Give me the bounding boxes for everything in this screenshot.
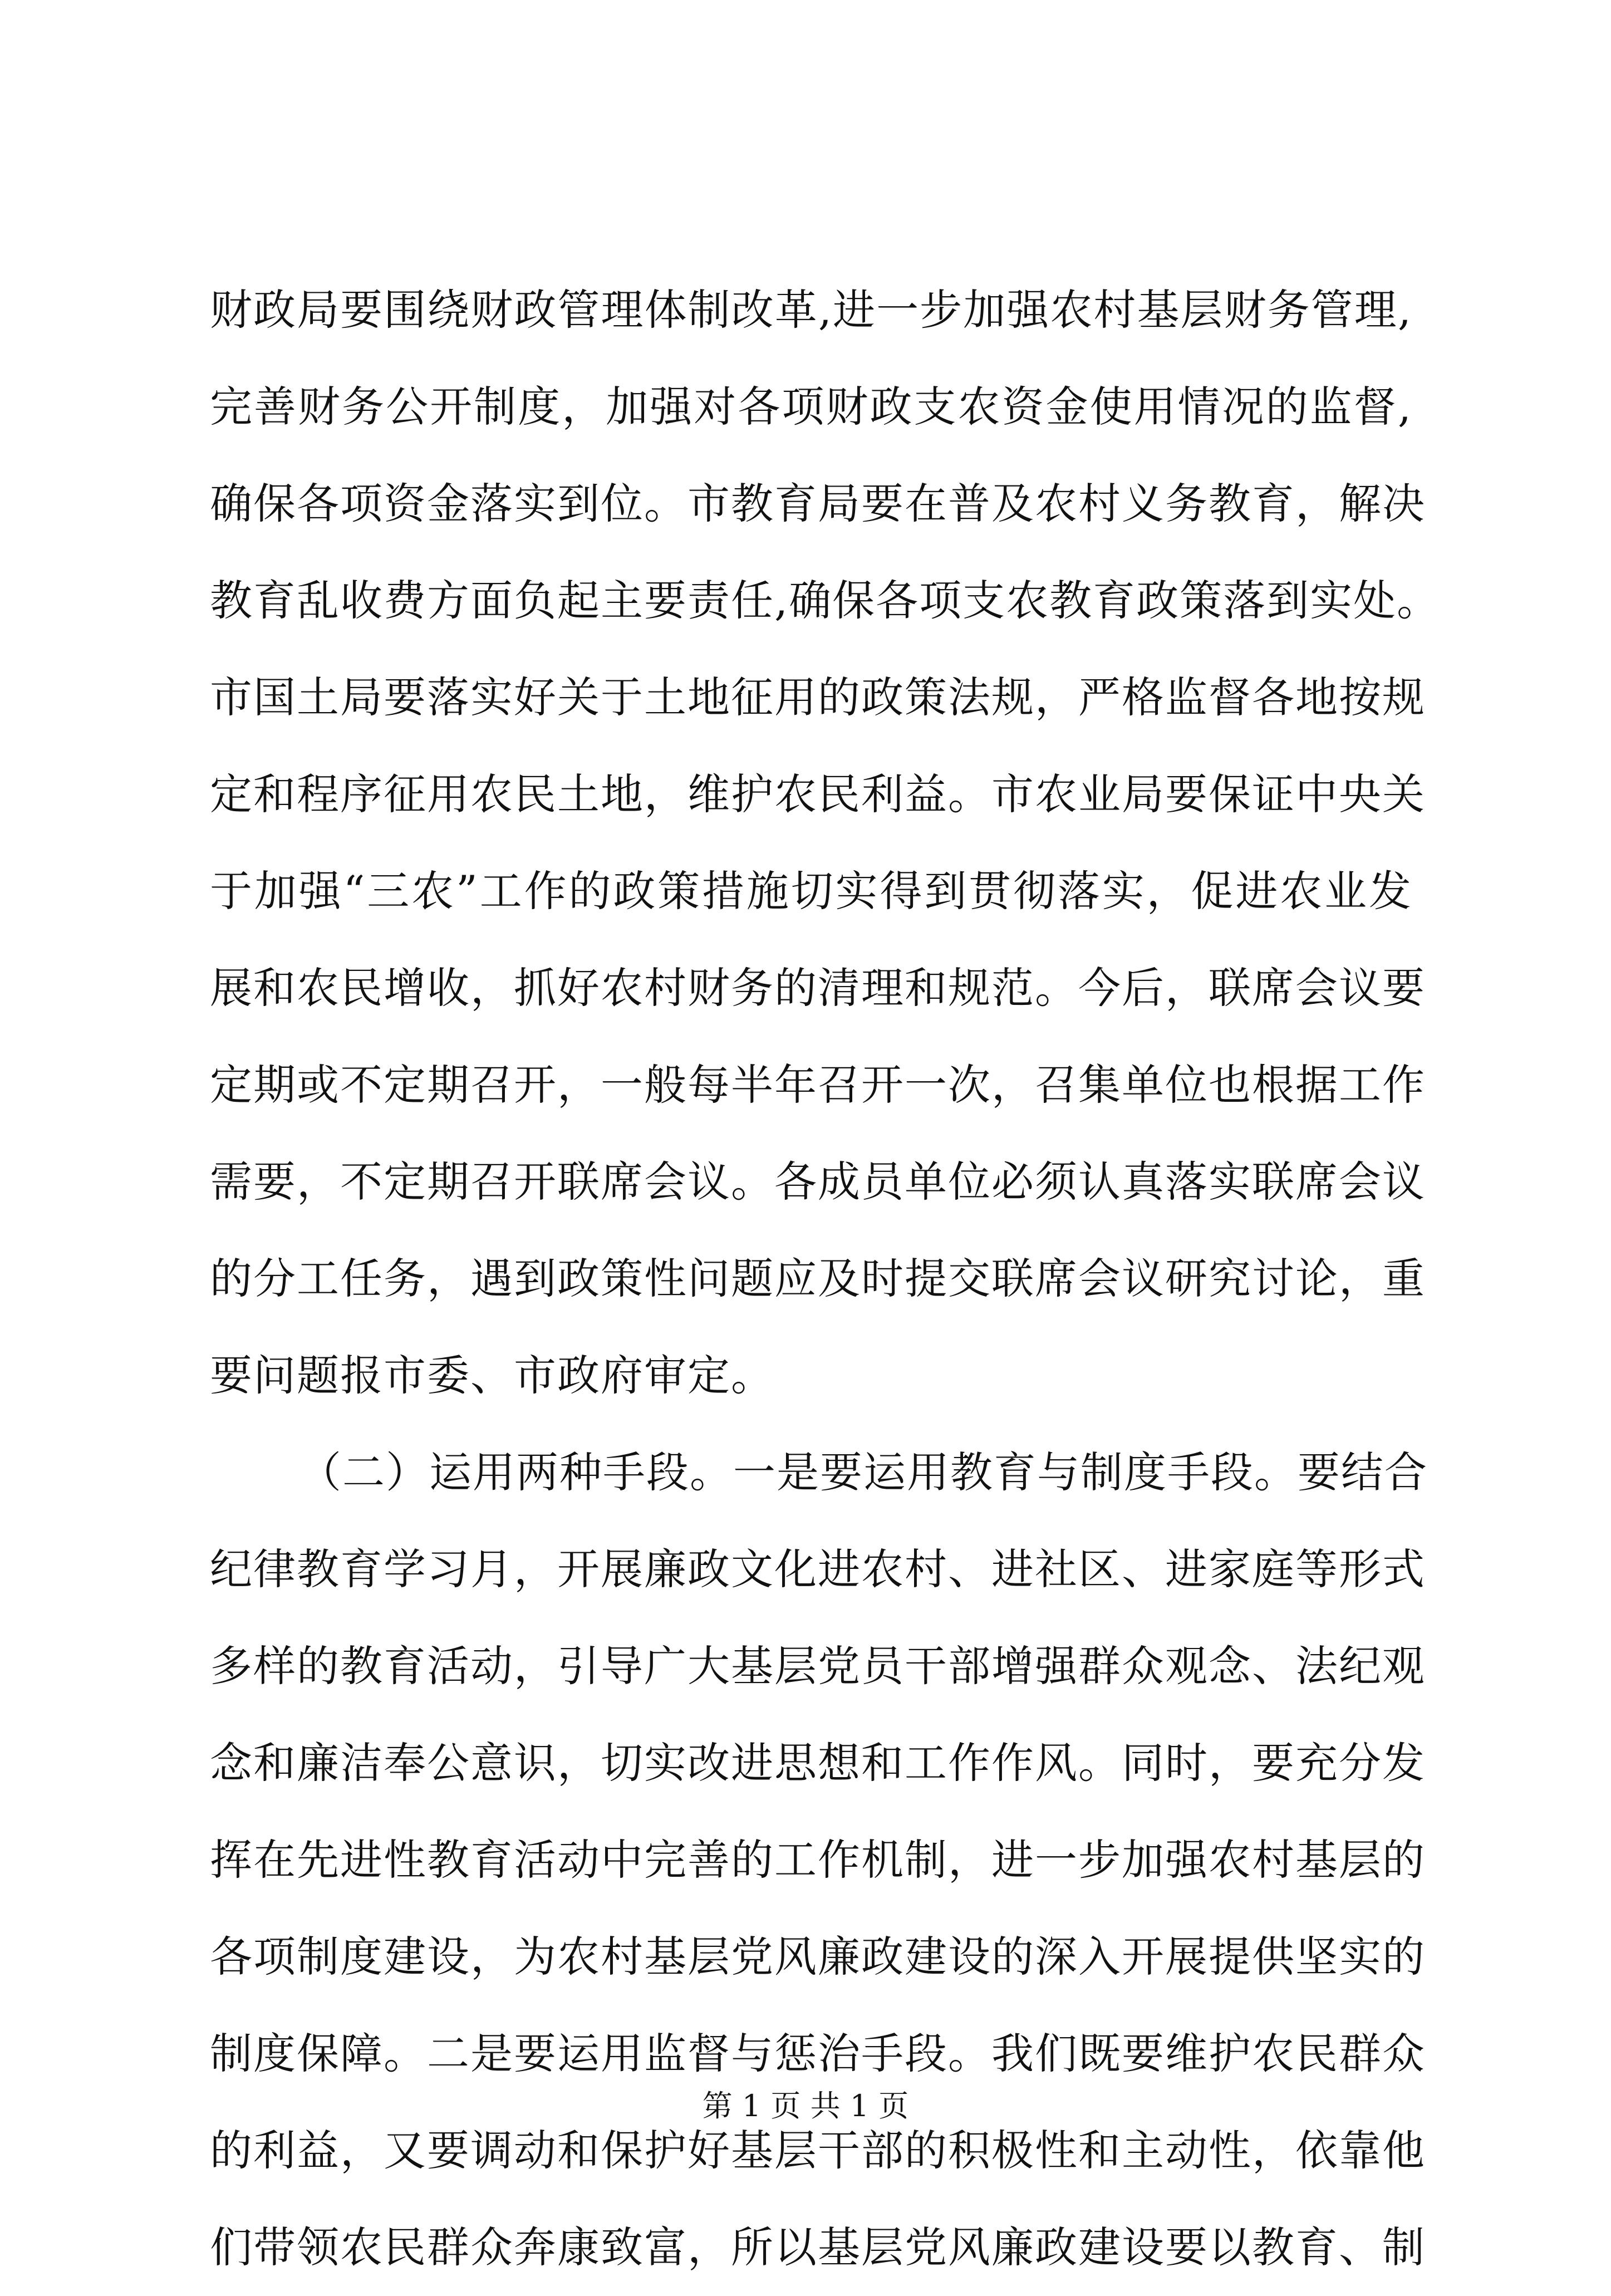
text-line: 定和程序征用农民土地，维护农民利益。市农业局要保证中央关: [210, 769, 1426, 819]
text-line: 财政局要围绕财政管理体制改革,进一步加强农村基层财务管理,: [210, 285, 1412, 335]
text-line: 需要，不定期召开联席会议。各成员单位必须认真落实联席会议: [210, 1157, 1426, 1206]
page-number: 第 1 页 共 1 页: [702, 2088, 909, 2123]
text-line: 的分工任务，遇到政策性问题应及时提交联席会议研究讨论，重: [210, 1254, 1426, 1303]
text-line: 挥在先进性教育活动中完善的工作机制，进一步加强农村基层的: [210, 1835, 1426, 1885]
text-line: 教育乱收费方面负起主要责任,确保各项支农教育政策落到实处。: [210, 576, 1441, 625]
text-line: 制度保障。二是要运用监督与惩治手段。我们既要维护农民群众: [210, 2029, 1426, 2078]
text-line: 于加强“三农”工作的政策措施切实得到贯彻落实，促进农业发: [210, 866, 1412, 916]
text-line: 纪律教育学习月，开展廉政文化进农村、进社区、进家庭等形式: [210, 1544, 1426, 1594]
text-line: 市国土局要落实好关于土地征用的政策法规，严格监督各地按规: [210, 673, 1426, 722]
text-line: 念和廉洁奉公意识，切实改进思想和工作作风。同时，要充分发: [210, 1738, 1426, 1788]
text-line: 要问题报市委、市政府审定。: [210, 1351, 774, 1400]
text-line: 各项制度建设，为农村基层党风廉政建设的深入开展提供坚实的: [210, 1932, 1426, 1981]
document-body: [210, 262, 1441, 2296]
text-line: 展和农民增收，抓好农村财务的清理和规范。今后，联席会议要: [210, 963, 1426, 1013]
text-line: 多样的教育活动，引导广大基层党员干部增强群众观念、法纪观: [210, 1641, 1426, 1691]
paragraph-start-line: （二）运用两种手段。一是要运用教育与制度手段。要结合: [299, 1448, 1428, 1497]
text-line: 完善财务公开制度，加强对各项财政支农资金使用情况的监督,: [210, 382, 1412, 431]
text-line: 定期或不定期召开，一般每半年召开一次，召集单位也根据工作: [210, 1060, 1426, 1110]
page-footer: [0, 2087, 1611, 2126]
text-line: 确保各项资金落实到位。市教育局要在普及农村义务教育，解决: [210, 479, 1426, 528]
text-line: 们带领农民群众奔康致富，所以基层党风廉政建设要以教育、制: [210, 2223, 1426, 2272]
text-line: 的利益，又要调动和保护好基层干部的积极性和主动性，依靠他: [210, 2126, 1426, 2175]
